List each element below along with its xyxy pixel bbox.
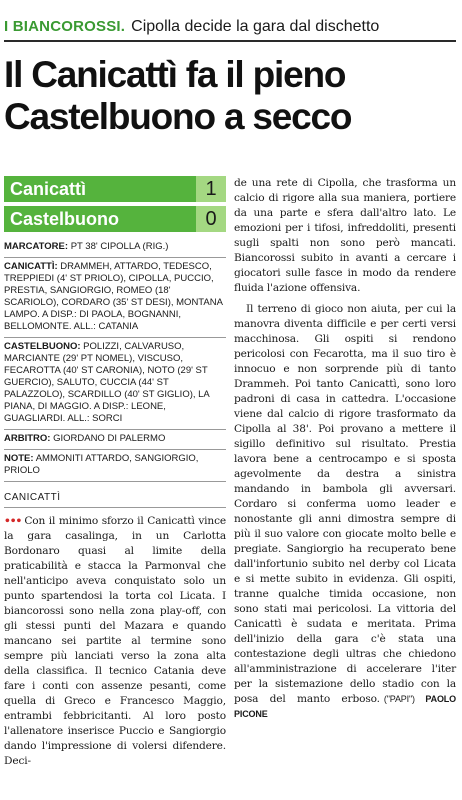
kicker: [4, 16, 456, 42]
author-nickname: ("PAPI"): [383, 694, 415, 704]
article-text: Il terreno di gioco non aiuta, per cui la manovra diventa difficile e per certi versi macchinosa. Gli ospiti si rendono pericolosi con Fecarotta, ma il suo tiro è innocuo e non sorprende più di tanto Drammeh. Poi tanto Canicattì, sono loro padroni di casa in cattedra. L'occasione viene dal calcio di rigore trasformato da Cipolla al 38'. Poi provano a mettere il sigillo definitivo sul risultato. Prestia lavora bene a centrocampo e si sposta agevolmente da destra a sinistra mandando in bambola gli avversari. Cordaro si conferma uomo leader e nonostante gli anni dimostra sempre di più il suo valore con giocate molto belle e pregiate. Sangiorgio ha recuperato bene dall'infortunio subito nel derby col Licata e si mette subito in evidenza. Gli ospiti, tranne qualche timida occasione, non sono stati mai pericolosi. La vittoria del Canicattì è sudata e meritata. Prima dell'inizio della gara c'è stata una contestazione degli ultras che chiedono all'amministrazione di accelerare l'iter per la sistemazione dello stadio con la posa del manto erboso.: [234, 303, 456, 705]
boxscore-scorer: [4, 238, 226, 258]
score-goals: 1: [196, 176, 226, 202]
boxscore-label: CANICATTÌ:: [4, 261, 58, 272]
boxscore-notes: [4, 450, 226, 482]
left-column: [4, 176, 226, 769]
score-team: Canicattì: [10, 179, 87, 199]
score-row-home: [4, 176, 226, 202]
article-text: Con il minimo sforzo il Canicattì vince la gara casalinga, in un Carlotta Bordonaro quasi al limite della praticabilità e stacca la Parmonval che nell'anticipo aveva conquistato solo un punto spartendosi la torta col Licata. I biancorossi sono nella zona play-off, con gli stessi punti del Mazara e quando mancano sei partite al termine sono sempre più lanciati verso la zona alta della classifica. Il tecnico Catania deve fare i conti con assenze pesanti, come quella di Greco e Francesco Maggio, entrambi febbricitanti. Al loro posto l'allenatore inserisce Puccio e Sangiorgio dando l'impressione di volersi difendere. Deci-: [4, 515, 226, 767]
right-column: [234, 176, 456, 722]
dateline: CANICATTÌ: [4, 492, 226, 508]
boxscore-label: MARCATORE:: [4, 241, 69, 252]
headline-line-2: Castelbuono a secco: [4, 96, 352, 137]
article-body-left: [4, 514, 226, 769]
boxscore-text: GIORDANO DI PALERMO: [53, 433, 166, 444]
boxscore-text: POLIZZI, CALVARUSO, MARCIANTE (29' PT NOMEL), VISCUSO, FECAROTTA (40' ST CARONIA), NOTO (29' ST GUERCIO), SALUTO, CUCCIA (44' ST PALAZZOLO), SCARDILLO (40' ST GIGLIO), LA PIANA, DI MAGGIO. A DISP.: LEONE, GUAGLIARDI. ALL.: SORCI: [4, 341, 210, 424]
headline: [4, 54, 460, 138]
headline-line-1: Il Canicattì fa il pieno: [4, 54, 346, 95]
boxscore-label: CASTELBUONO:: [4, 341, 81, 352]
boxscore-away-lineup: [4, 338, 226, 430]
boxscore-label: NOTE:: [4, 453, 34, 464]
article-body-right-2: [234, 302, 456, 722]
boxscore-label: ARBITRO:: [4, 433, 51, 444]
score-goals: 0: [196, 206, 226, 232]
boxscore-home-lineup: [4, 258, 226, 338]
boxscore-text: PT 38' CIPOLLA (RIG.): [70, 241, 169, 252]
score-row-away: [4, 206, 226, 232]
article-body-right-1: de una rete di Cipolla, che trasforma un calcio di rigore alla sua maniera, portiere da una parte e sfera dall'altro lato. Le emozioni per i tifosi, infreddoliti, presenti sugli spalti non sono però mancati. Biancorossi subito in avanti a cercare i giocatori sulle fasce in modo da rendere fluida l'azione offensiva.: [234, 177, 456, 294]
boxscore-text: AMMONITI ATTARDO, SANGIORGIO, PRIOLO: [4, 453, 199, 476]
kicker-subtitle: Cipolla decide la gara dal dischetto: [131, 18, 380, 35]
section-label: I BIANCOROSSI.: [4, 18, 126, 35]
boxscore-text: DRAMMEH, ATTARDO, TEDESCO, TREPPIEDI (4' ST PRIOLO), CIPOLLA, PUCCIO, PRESTIA, SANGIORGIO, ROMEO (18' SCARIOLO), CORDARO (35' ST DESI), MONTANA LAMPO. A DISP.: DI PAOLA, BOGNANNI, BELLOMONTE. ALL.: CATANIA: [4, 261, 223, 332]
author-name: PAOLO PICONE: [234, 694, 456, 719]
match-boxscore: [4, 238, 226, 482]
boxscore-referee: [4, 430, 226, 450]
score-team: Castelbuono: [10, 209, 120, 229]
bullet-dots: •••: [4, 515, 22, 527]
